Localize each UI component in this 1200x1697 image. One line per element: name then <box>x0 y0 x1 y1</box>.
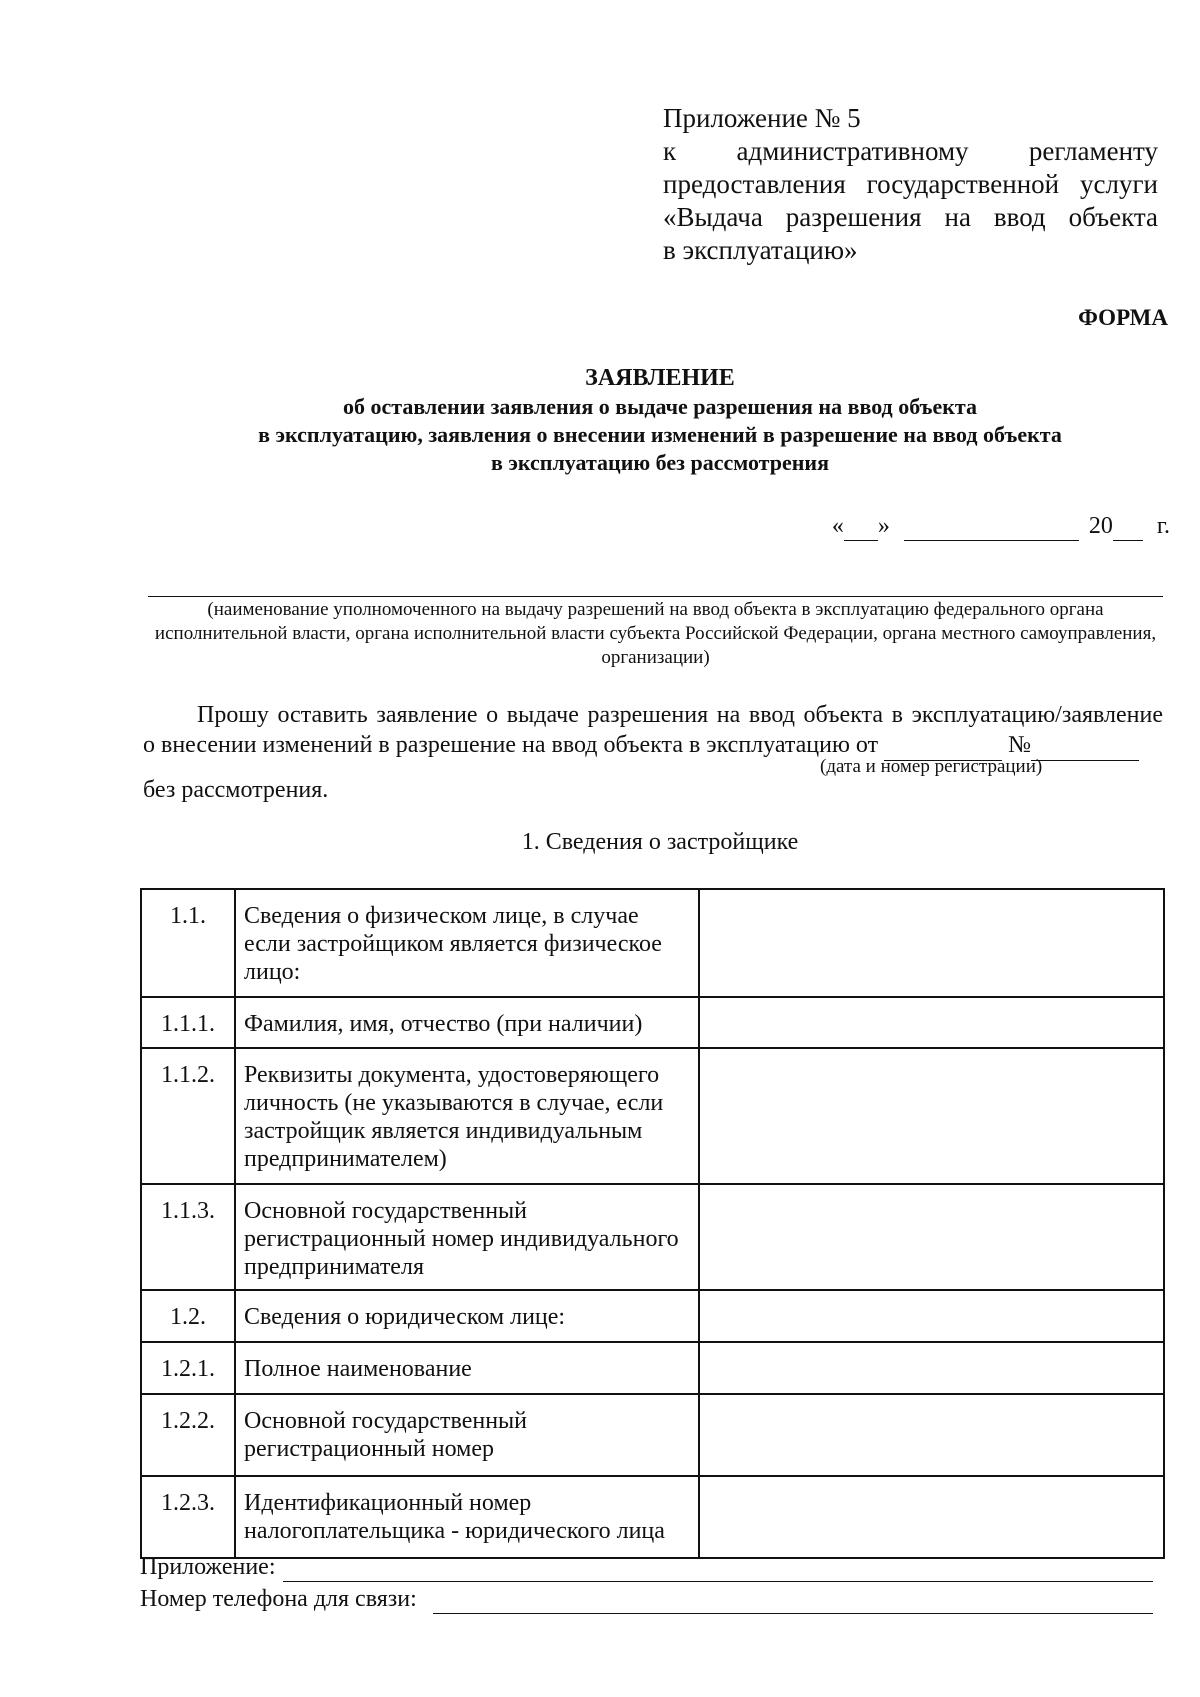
table-row <box>141 1342 1164 1394</box>
row-label: Основной государственный регистрационный номер индивидуального предпринимателя <box>235 1184 699 1290</box>
row-number: 1.1.2. <box>141 1048 235 1184</box>
title-main: ЗАЯВЛЕНИЕ <box>585 365 735 391</box>
row-label: Полное наименование <box>235 1342 699 1394</box>
organization-caption: (наименование уполномоченного на выдачу разрешений на ввод объекта в эксплуатацию федерального органа исполнительной власти, органа исполнительной власти субъекта Российской Федерации, органа местного самоуправления, организации) <box>154 599 1157 668</box>
row-label: Фамилия, имя, отчество (при наличии) <box>235 997 699 1048</box>
row-number: 1.2.2. <box>141 1394 235 1476</box>
row-label: Сведения о физическом лице, в случае если застройщиком является физическое лицо: <box>235 889 699 997</box>
table-row <box>141 1290 1164 1342</box>
row-label: Идентификационный номер налогоплательщика - юридического лица <box>235 1476 699 1558</box>
table-row <box>141 889 1164 997</box>
title-sub-line: в эксплуатацию без рассмотрения <box>491 450 829 475</box>
title-sub-line: об оставлении заявления о выдаче разрешения на ввод объекта <box>343 394 977 419</box>
organization-field[interactable] <box>148 596 1163 597</box>
number-sign: № <box>1008 732 1031 758</box>
date-close-quote: » <box>877 513 890 539</box>
attachment-field[interactable] <box>283 1581 1153 1582</box>
request-line-2-text: о внесении изменений в разрешение на ввод объекта в эксплуатацию от <box>143 732 879 758</box>
table-row <box>141 1184 1164 1290</box>
row-label: Основной государственный регистрационный номер <box>235 1394 699 1476</box>
row-number: 1.1.3. <box>141 1184 235 1290</box>
row-number: 1.2.1. <box>141 1342 235 1394</box>
table-row <box>141 1048 1164 1184</box>
section-title: 1. Сведения о застройщике <box>521 829 799 855</box>
day-field[interactable] <box>844 513 878 541</box>
year-field[interactable] <box>1113 513 1143 541</box>
phone-label: Номер телефона для связи: <box>140 1586 417 1612</box>
date-open-quote: « <box>831 513 844 539</box>
appendix-line: предоставления государственной услуги <box>663 169 1158 199</box>
request-tail: без рассмотрения. <box>143 777 329 803</box>
form-label: ФОРМА <box>1078 305 1168 330</box>
appendix-line: «Выдача разрешения на ввод объекта <box>663 202 1158 232</box>
document-title <box>140 363 1180 477</box>
row-value-field[interactable] <box>699 1476 1164 1558</box>
registration-number-field[interactable] <box>1031 730 1139 761</box>
row-number: 1.1. <box>141 889 235 997</box>
developer-info-table <box>140 888 1165 1559</box>
appendix-line: в эксплуатацию» <box>663 235 858 265</box>
row-label: Сведения о юридическом лице: <box>235 1290 699 1342</box>
row-number: 1.2.3. <box>141 1476 235 1558</box>
row-label: Реквизиты документа, удостоверяющего личность (не указываются в случае, если застройщик является индивидуальным предпринимателем) <box>235 1048 699 1184</box>
title-sub-line: в эксплуатацию, заявления о внесении изменений в разрешение на ввод объекта <box>258 422 1062 447</box>
appendix-line: Приложение № 5 <box>663 103 861 133</box>
appendix-line: к административному регламенту <box>663 136 1158 166</box>
registration-caption: (дата и номер регистрации) <box>820 756 1043 777</box>
year-suffix: г. <box>1156 513 1170 539</box>
row-number: 1.1.1. <box>141 997 235 1048</box>
row-value-field[interactable] <box>699 889 1164 997</box>
appendix-header <box>663 102 1158 267</box>
request-line-1: Прошу оставить заявление о выдаче разрешения на ввод объекта в эксплуатацию/заявление <box>197 702 1163 728</box>
row-value-field[interactable] <box>699 1290 1164 1342</box>
row-value-field[interactable] <box>699 997 1164 1048</box>
date-line <box>832 513 1170 541</box>
table-row <box>141 997 1164 1048</box>
row-value-field[interactable] <box>699 1394 1164 1476</box>
table-row <box>141 1394 1164 1476</box>
table-row <box>141 1476 1164 1558</box>
row-value-field[interactable] <box>699 1184 1164 1290</box>
row-value-field[interactable] <box>699 1342 1164 1394</box>
row-value-field[interactable] <box>699 1048 1164 1184</box>
attachment-label: Приложение: <box>140 1554 276 1580</box>
row-number: 1.2. <box>141 1290 235 1342</box>
month-field[interactable] <box>904 513 1079 541</box>
request-paragraph <box>143 700 1163 761</box>
year-prefix: 20 <box>1088 513 1113 539</box>
phone-field[interactable] <box>433 1613 1153 1614</box>
